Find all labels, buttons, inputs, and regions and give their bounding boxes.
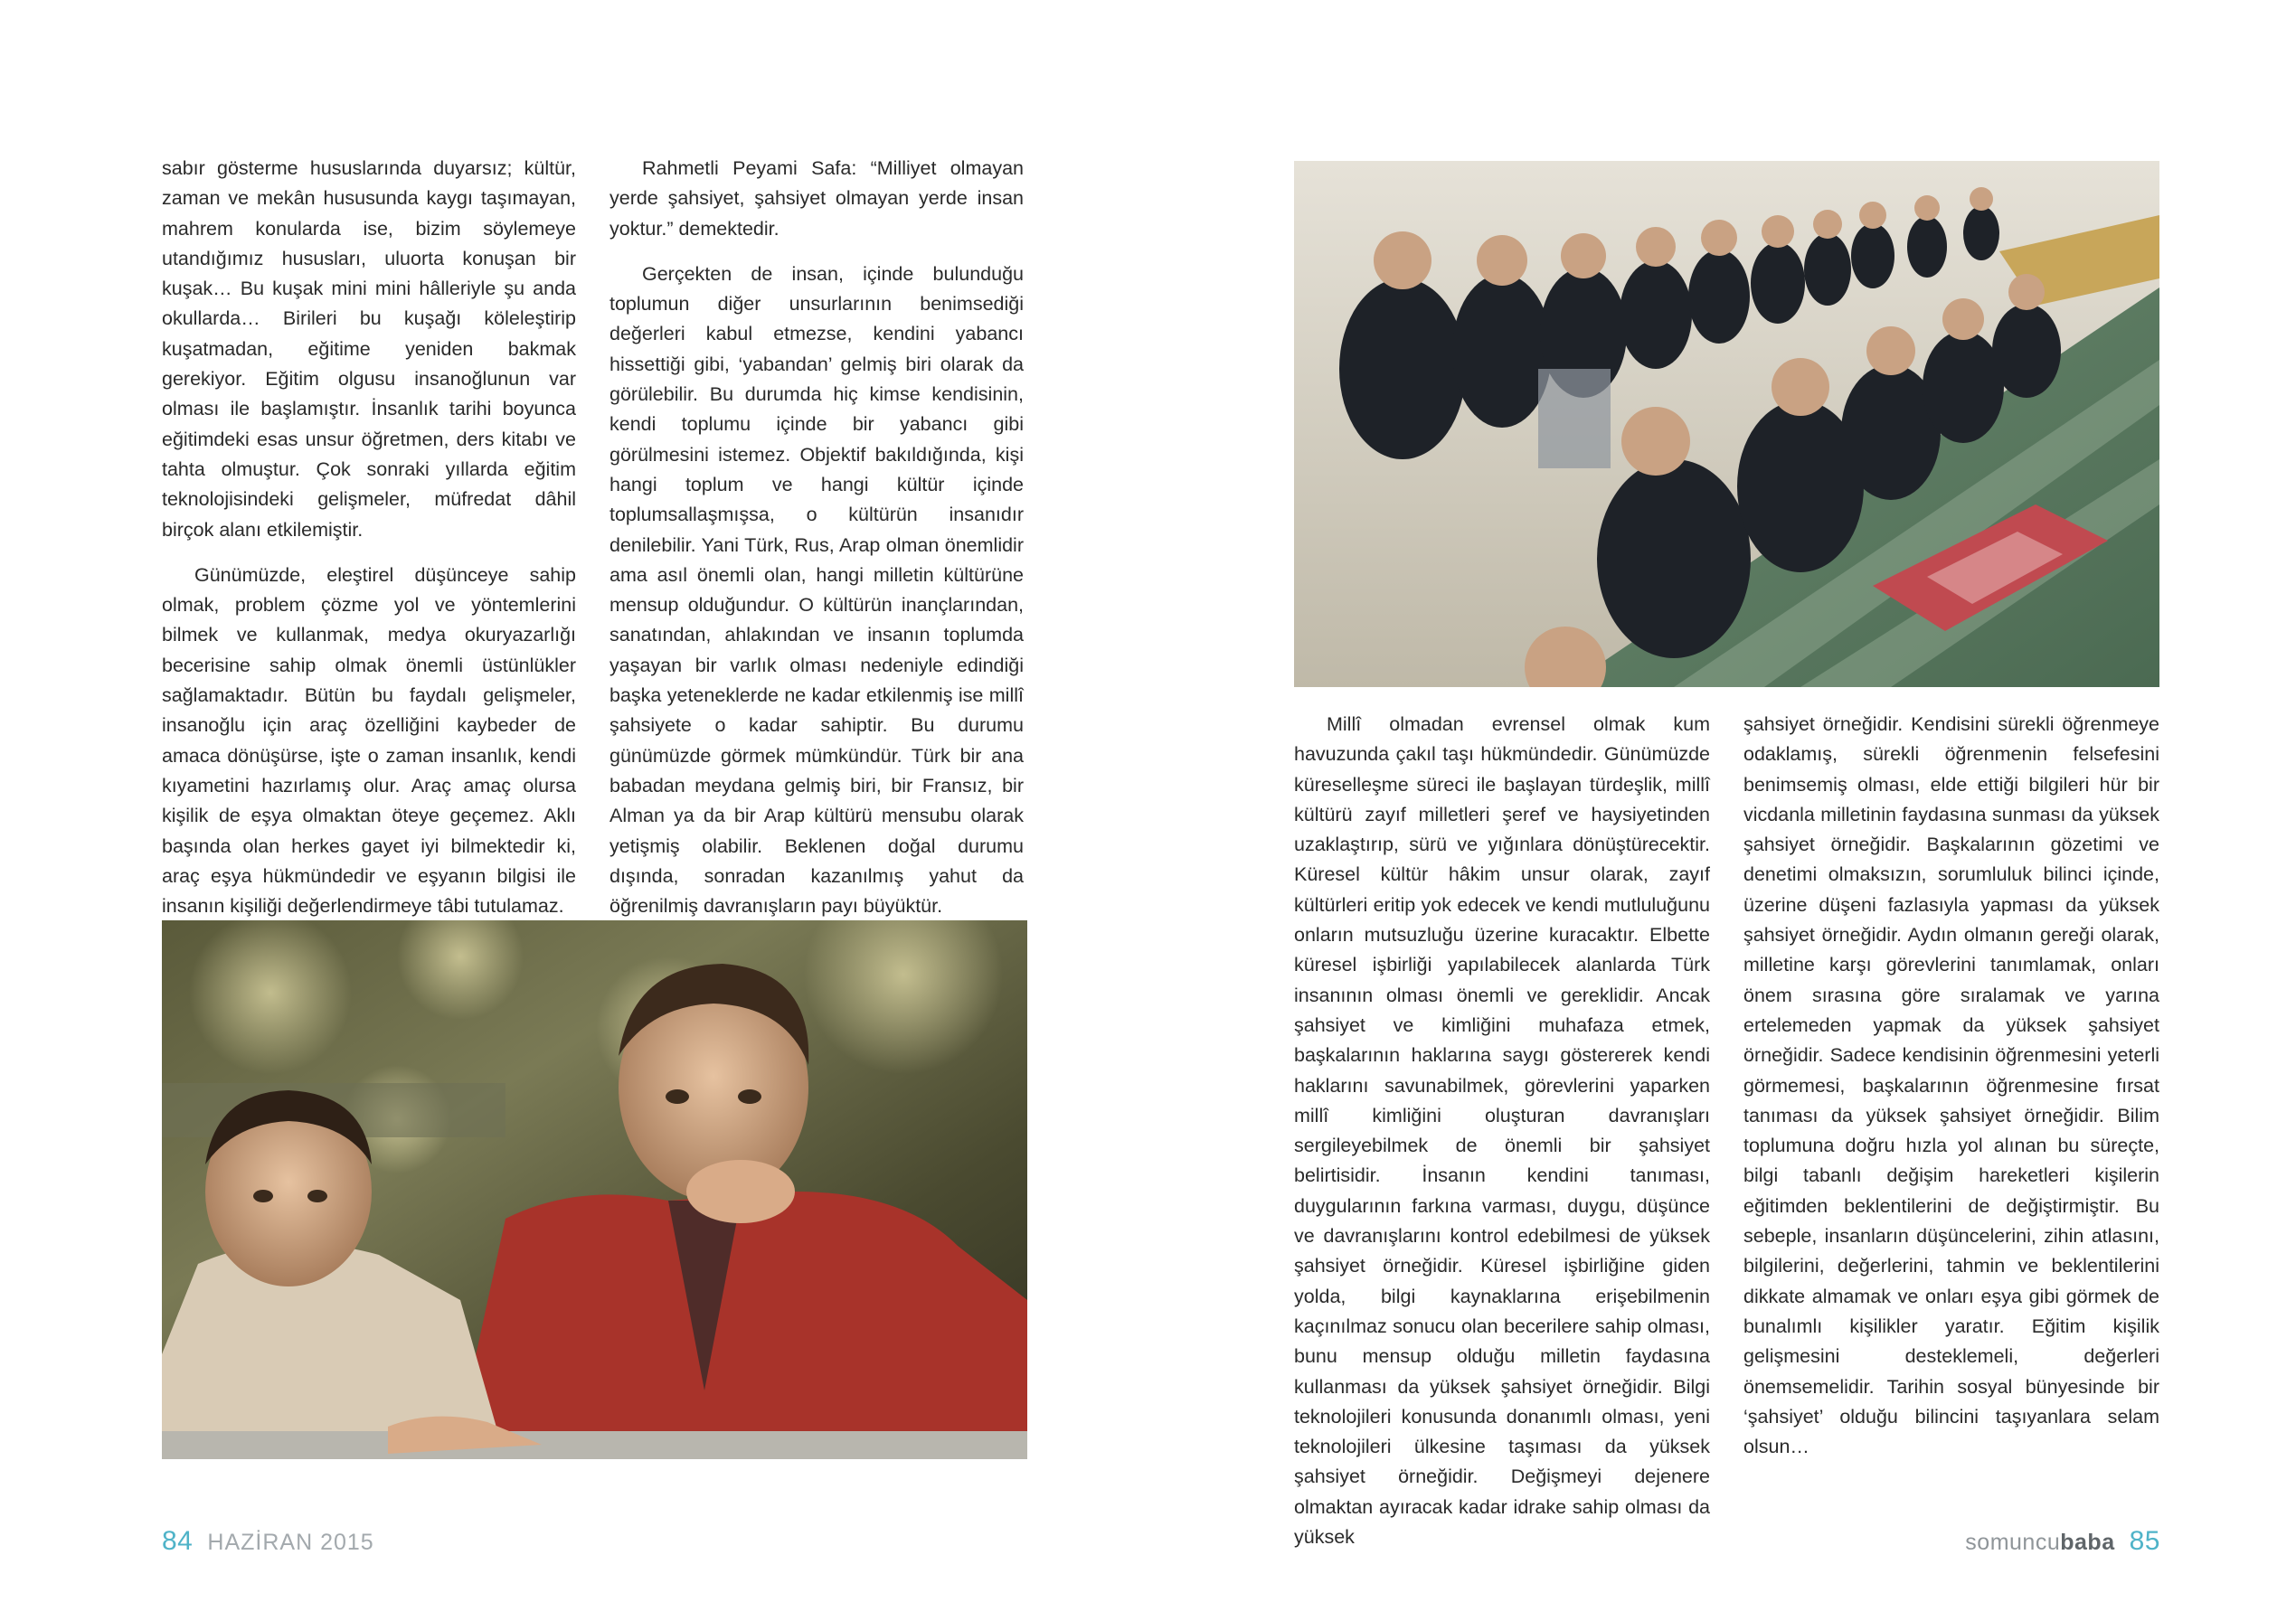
magazine-name-light: somuncu xyxy=(1965,1530,2061,1555)
paragraph: Rahmetli Peyami Safa: “Milliyet olmayan yerde şahsiyet, şahsiyet olmayan yerde insan yoktur.” demektedir. xyxy=(609,157,1024,240)
paragraph: sabır gösterme hususlarında duyarsız; kültür, zaman ve mekân hususunda kaygı taşımayan, mahrem konularda ise, bizim söylemeye utandığımız hususları, uluorta konuşan bir kuşak… Bu kuşak mini mini hâlleriyle şu anda okullarda… Birileri bu kuşağı köleleştirip kuşatmadan, eğitime yeniden bakmak gerekiyor. Eğitim olgusu insanoğlunun var olması ile başlamıştır. İnsanlık tarihi boyunca eğitimdeki esas unsur öğretmen, ders kitabı ve tahta olmuştur. Çok sonraki yıllarda eğitim teknolojisindeki gelişmeler, müfredat dâhil birçok alanı etkilemiştir. xyxy=(162,157,576,541)
page-number: 84 xyxy=(162,1526,194,1556)
page-number: 85 xyxy=(2129,1526,2160,1556)
paragraph: Millî olmadan evrensel olmak kum havuzunda çakıl taşı hükmündedir. Günümüzde küreselleşme süreci ile başlayan türdeşlik, millî kültürü zayıf milletleri şeref ve haysiyetinden uzaklaştırıp, sürü ve yığınlara dönüştürecektir. Küresel kültür hâkim unsur olarak, zayıf kültürleri eritip yok edecek ve kendi mutluluğunu onların mutsuzluğu üzerine kuracaktır. Elbette küresel işbirliği yapılabilecek alanlarda Türk insanının olması önemli ve gereklidir. Ancak şahsiyet ve kimliğini muhafaza etmek, başkalarının haklarına saygı göstererek kendi haklarını savunabilmek, görevlerini yaparken millî kimliğini oluşturan davranışları sergileyebilmek de önemli bir şahsiyet belirtisidir. İnsanın kendini tanıması, duygularının farkına varması, duygu, düşünce ve davranışlarını kontrol edebilmesi de yüksek şahsiyet örneğidir. Küresel işbirliğine giden yolda, bilgi kaynaklarına erişebilmenin kaçınılmaz sonucu olan becerilere sahip olması, bunu mensup olduğu milletin faydasına kullanması da yüksek şahsiyet örneğidir. Bilgi teknolojileri konusunda donanımlı olması, yeni teknolojileri ülkesine taşıması da yüksek şahsiyet örneğidir. Değişmeyi dejenere olmaktan ayıracak kadar idrake sahip olması da yüksek xyxy=(1294,713,1710,1549)
photo-children-mosque-image xyxy=(1294,161,2159,687)
photo-two-boys-image xyxy=(162,920,1027,1459)
right-column-1 xyxy=(1294,710,1710,1552)
paragraph: Gerçekten de insan, içinde bulunduğu toplumun diğer unsurlarının benimsediği değerleri kabul etmezse, kendini yabancı hissettiği gibi, ‘yabandan’ gelmiş biri olarak da görülebilir. Bu durumda hiç kimse kendisinin, kendi toplumu içinde bir yabancı gibi görülmesini istemez. Objektif bakıldığında, kişi hangi toplum ve hangi kültür içinde toplumsallaşmışsa, o kültürün insanıdır denilebilir. Yani Türk, Rus, Arap olman önemlidir ama asıl önemli olan, hangi milletin kültürüne mensup olduğundur. O kültürün inançlarından, sanatından, ahlakından ve insanın toplumda yaşayan bir varlık olması nedeniyle edindiği başka yeteneklerde ne kadar etkilenmiş ise millî şahsiyete o kadar sahiptir. Bu durumu günümüzde görmek mümkündür. Türk bir ana babadan meydana gelmiş biri, bir Fransız, bir Alman ya da bir Arap kültürü mensubu olarak yetişmiş olabilir. Beklenen doğal durumu dışında, sonradan kazanılmış yahut da öğrenilmiş davranışların payı büyüktür. xyxy=(609,262,1024,918)
left-column-2 xyxy=(609,154,1024,921)
right-column-2 xyxy=(1743,710,2159,1462)
paragraph: Günümüzde, eleştirel düşünceye sahip olmak, problem çözme yol ve yöntemlerini bilmek ve kullanmak, medya okuryazarlığı becerisine sahip olmak önemli üstünlükler sağlamaktadır. Bütün bu faydalı gelişmeler, insanoğlu için araç özelliğini kaybeder de amaca dönüşürse, işte o zaman insanlık, kendi kıyametini hazırlamış olur. Araç amaç olursa kişilik de eşya olmaktan öteye geçemez. Aklı başında olan herkes gayet iyi bilmektedir ki, araç eşya hükmündedir ve eşyanın bilgisi ile insanın kişiliği değerlendirmeye tâbi tutulamaz. xyxy=(162,563,576,918)
magazine-name-bold: baba xyxy=(2060,1530,2115,1555)
paragraph: şahsiyet örneğidir. Kendisini sürekli öğrenmeye odaklamış, sürekli öğrenmenin felsefesini benimsemiş olması, elde ettiği bilgileri hür bir vicdanla milletinin faydasına sunması da yüksek şahsiyet örneğidir. Başkalarının gözetimi ve denetimi olmaksızın, sorumluluk bilinci içinde, üzerine düşeni fazlasıyla yapması da yüksek şahsiyet örneğidir. Aydın olmanın gereği olarak, milletine karşı görevlerini tanımlamak, onları önem sırasına göre sıralamak ve yarına ertelemeden yapmak da yüksek şahsiyet örneğidir. Sadece kendisinin öğrenmesini yeterli görmemesi, başkalarının öğrenmesine fırsat tanıması da yüksek şahsiyet örneğidir. Bilim toplumuna doğru hızla yol alınan bu süreçte, bilgi tabanlı değişim hareketleri kişilerin eğitimden beklentilerini de değiştirmiştir. Bu sebeple, insanların düşüncelerini, zihin atlasını, bilgilerini, değerlerini, tahmin ve beklentilerini dikkate almamak ve onları eşya gibi görmek de bunalımlı kişilikler yaratır. Eğitim kişilik gelişmesini desteklemeli, değerleri önemsemelidir. Tarihin sosyal bünyesinde bir ‘şahsiyet’ olduğu bilincini taşıyanlara selam olsun… xyxy=(1743,713,2159,1458)
folio-right xyxy=(1965,1526,2160,1557)
folio-left xyxy=(162,1526,374,1557)
photo-children-mosque xyxy=(1294,161,2159,687)
left-column-1 xyxy=(162,154,576,921)
photo-two-boys xyxy=(162,920,1027,1459)
issue-date: HAZİRAN 2015 xyxy=(207,1530,374,1555)
